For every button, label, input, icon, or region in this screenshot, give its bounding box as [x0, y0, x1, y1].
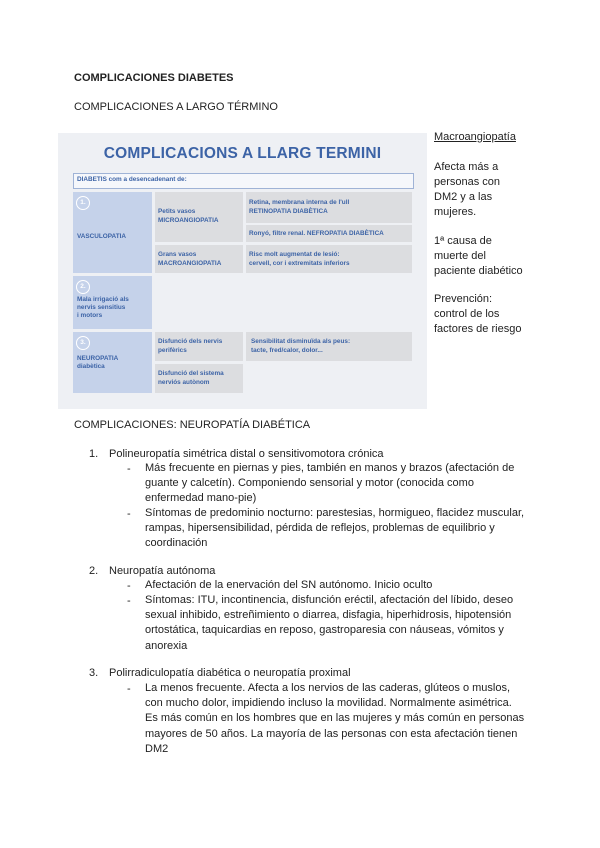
macro-line2: MACROANGIOPATIA	[158, 260, 222, 267]
risc-line2: cervell, cor i extremitats inferiors	[249, 260, 350, 267]
perif-line2: perifèrics	[158, 347, 187, 354]
side-p1-line: personas con	[434, 176, 501, 188]
neuropathy-box	[73, 332, 152, 393]
retina-line2: RETINOPATIA DIABÈTICA	[249, 208, 328, 215]
text-line: Síntomas: ITU, incontinencia, disfunción eréctil, afectación del líbido, deseo	[145, 594, 514, 606]
item-number-3: 3.	[89, 667, 99, 679]
perif-line1: Disfunció dels nervis	[158, 338, 223, 345]
dash-icon: -	[127, 683, 131, 695]
peripheral-box	[155, 332, 243, 361]
sens-line2: tacte, fred/calor, dolor...	[251, 347, 323, 354]
risk-box	[246, 245, 412, 273]
retina-line1: Retina, membrana interna de l'ull	[249, 199, 350, 206]
text-line: anorexia	[145, 639, 188, 652]
side-p1-line: Afecta más a	[434, 161, 499, 173]
irrig-line2: nervis sensitius	[77, 304, 126, 311]
item2-bullet2	[145, 593, 545, 654]
nerve-irrigation-box	[73, 276, 152, 329]
side-p2-line: muerte del	[434, 250, 486, 262]
text-line: enfermedad mano-pie)	[145, 492, 257, 505]
dash-icon: -	[127, 508, 131, 520]
irrig-line1: Mala irrigació als	[77, 296, 129, 303]
dash-icon: -	[127, 580, 131, 592]
micro-line1: Petits vasos	[158, 208, 196, 215]
text-line: ortostática, taquicardias en reposo, gastroparesia con náuseas, vómitos y	[145, 624, 504, 637]
complications-figure	[58, 133, 427, 409]
text-line: sexual inhibido, estreñimiento o diarrea, disfagia, hiperhidrosis, hipotensión	[145, 609, 512, 622]
figure-header	[73, 173, 414, 189]
micro-line2: MICROANGIOPATIA	[158, 217, 219, 224]
item3-bullet1	[145, 681, 545, 757]
figure-header-text: DIABETIS com a desencadenant de:	[77, 176, 187, 183]
item-title-3: Polirradiculopatía diabética o neuropatía proximal	[109, 667, 351, 679]
item-number-2: 2.	[89, 565, 99, 577]
text-line: Afectación de la enervación del SN autónomo. Inicio oculto	[145, 579, 433, 591]
number-circle-3: 3.	[76, 336, 90, 350]
auto-line1: Disfunció del sistema	[158, 370, 224, 377]
section-heading-long-term: COMPLICACIONES A LARGO TÉRMINO	[74, 101, 278, 113]
text-line: coordinación	[145, 537, 208, 550]
side-title: Macroangiopatía	[434, 131, 516, 143]
side-p3-line: control de los	[434, 308, 500, 320]
section-heading-neuropathy: COMPLICACIONES: NEUROPATÍA DIABÉTICA	[74, 419, 311, 431]
side-p2-line: 1ª causa de	[434, 235, 492, 247]
text-line: rampas, hipersensibilidad, pérdida de reflejos, problemas de equilibrio y	[145, 522, 495, 535]
document-title: COMPLICACIONES DIABETES	[74, 72, 234, 84]
text-line: DM2	[145, 742, 169, 755]
neuro-line2: diabètica	[77, 363, 105, 370]
item2-bullet1	[145, 578, 545, 593]
renal-text: Ronyó, filtre renal. NEFROPATIA DIABÈTICA	[249, 230, 384, 237]
autonomic-box	[155, 364, 243, 393]
text-line: Es más común en los hombres que en las mujeres y más común en personas	[145, 712, 525, 725]
side-paragraph-3	[434, 292, 554, 337]
side-p1-line: DM2 y a las	[434, 191, 493, 203]
text-line: guante y calcetín). Componiendo sensorial y motor (conocida como	[145, 477, 474, 490]
item-title-1: Polineuropatía simétrica distal o sensitivomotora crónica	[109, 448, 384, 460]
side-p1-line: mujeres.	[434, 206, 477, 218]
number-circle-1: 1.	[76, 196, 90, 210]
text-line: mayores de 50 años. La mayoría de las personas con esta afectación tienen	[145, 727, 518, 740]
text-line: Más frecuente en piernas y pies, también en manos y brazos (afectación de	[145, 462, 515, 474]
risc-line1: Risc molt augmentat de lesió:	[249, 251, 340, 258]
side-paragraph-1	[434, 160, 554, 220]
sensibility-box	[246, 332, 412, 361]
figure-title: COMPLICACIONS A LLARG TERMINI	[103, 145, 382, 162]
sens-line1: Sensibilitat disminuïda als peus:	[251, 338, 351, 345]
dash-icon: -	[127, 595, 131, 607]
item-number-1: 1.	[89, 448, 99, 460]
side-p3-line: Prevención:	[434, 293, 493, 305]
side-p3-line: factores de riesgo	[434, 323, 522, 335]
number-circle-2: 2.	[76, 280, 90, 294]
item-title-2: Neuropatía autónoma	[109, 565, 216, 577]
item1-bullet1	[145, 461, 545, 507]
irrig-line3: i motors	[77, 312, 103, 319]
text-line: Síntomas de predominio nocturno: parestesias, hormigueo, flacidez muscular,	[145, 507, 525, 519]
nephropathy-box	[246, 225, 412, 242]
dash-icon: -	[127, 463, 131, 475]
microangiopathy-box	[155, 192, 243, 242]
macro-line1: Grans vasos	[158, 251, 197, 258]
text-line: La menos frecuente. Afecta a los nervios de las caderas, glúteos o muslos,	[145, 682, 511, 694]
side-paragraph-2	[434, 234, 554, 279]
vasculopathy-label: VASCULOPATIA	[77, 233, 126, 240]
neuro-line1: NEUROPATIA	[77, 355, 119, 362]
vasculopathy-box	[73, 192, 152, 273]
item1-bullet2	[145, 506, 545, 552]
retinopathy-box	[246, 192, 412, 223]
macroangiopathy-box	[155, 245, 243, 273]
side-p2-line: paciente diabético	[434, 265, 523, 277]
auto-line2: nerviós autònom	[158, 379, 210, 386]
text-line: con mucho dolor, impidiendo incluso la movilidad. Normalmente asimétrica.	[145, 697, 512, 710]
